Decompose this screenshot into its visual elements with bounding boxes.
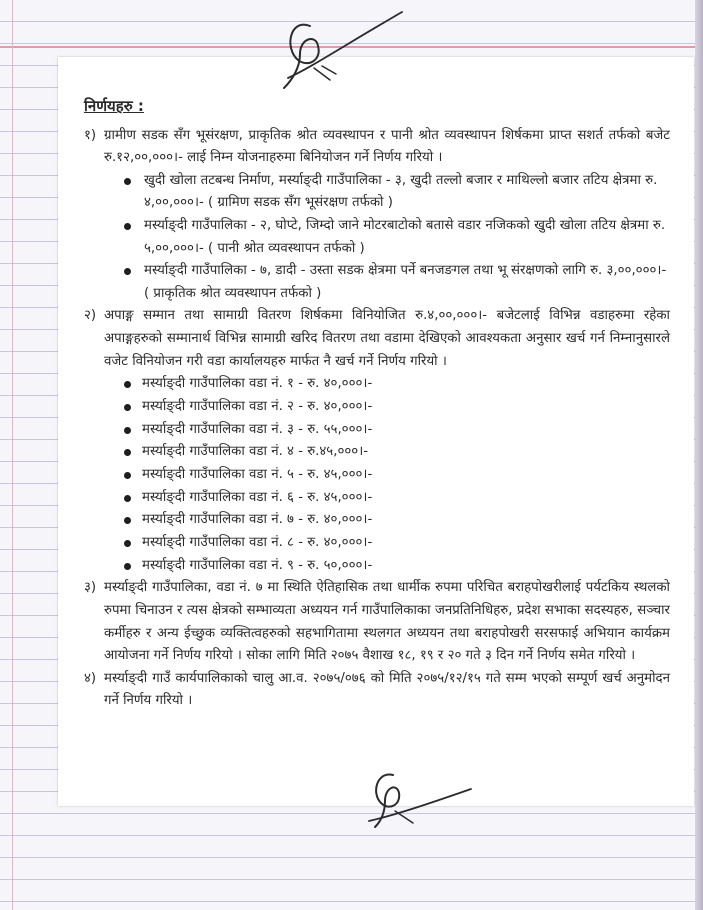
list-item: मर्स्याङ्दी गाउँपालिका वडा नं. ६ - रु. ४५,०००।-	[70, 487, 670, 510]
decisions-heading: निर्णयहरु :	[84, 97, 144, 115]
list-item: मर्स्याङ्दी गाउँपालिका - २, घोप्टे, जिम्दो जाने मोटरबाटोको बतासे वडार नजिकको खुदी खोला तटिय क्षेत्रमा रु. ५,००,०००।- ( पानी श्रोत व्यवस्थापन तर्फको )	[70, 215, 670, 260]
signature-bottom	[355, 765, 485, 835]
decision-item-4	[70, 668, 670, 713]
list-item: मर्स्याङ्दी गाउँपालिका वडा नं. ५ - रु. ४५,०००।-	[70, 464, 670, 487]
bullet-icon	[124, 381, 131, 388]
bullet-icon	[124, 268, 131, 275]
decision-text: ग्रामीण सडक सँग भूसंरक्षण, प्राकृतिक श्रोत व्यवस्थापन र पानी श्रोत व्यवस्थापन शिर्षकमा प्राप्त सशर्त तर्फको बजेट रु.१२,००,०००।- लाई निम्न योजनाहरुमा बिनियोजन गर्ने निर्णय गरियो ।	[104, 127, 670, 166]
bullet-icon	[124, 223, 131, 230]
list-item: मर्स्याङ्दी गाउँपालिका वडा नं. ८ - रु. ४०,०००।-	[70, 532, 670, 555]
bullet-icon	[124, 427, 131, 434]
decision-2-bullet-list	[70, 373, 670, 577]
bullet-icon	[124, 540, 131, 547]
bullet-icon	[124, 472, 131, 479]
decision-item-3	[70, 577, 670, 667]
decision-number: २)	[84, 308, 97, 324]
signature-top	[270, 8, 420, 98]
bullet-icon	[124, 495, 131, 502]
decision-item-2	[70, 305, 670, 373]
notebook-left-margin-line	[12, 0, 13, 910]
bullet-icon	[124, 404, 131, 411]
list-item: खुदी खोला तटबन्ध निर्माण, मर्स्याङ्दी गाउँपालिका - ३, खुदी तल्लो बजार र माथिल्लो बजार तटिय क्षेत्रमा रु. ४,००,०००।- ( ग्रामिण सडक सँग भूसंरक्षण तर्फको )	[70, 170, 670, 215]
bullet-icon	[124, 449, 131, 456]
decision-item-1	[70, 125, 670, 170]
list-item: मर्स्याङ्दी गाउँपालिका वडा नं. ४ - रु.४५,०००।-	[70, 441, 670, 464]
list-item: मर्स्याङ्दी गाउँपालिका वडा नं. २ - रु. ४०,०००।-	[70, 396, 670, 419]
bullet-icon	[124, 517, 131, 524]
decision-number: १)	[84, 127, 97, 143]
decision-text: अपाङ्ग सम्मान तथा सामाग्री वितरण शिर्षकमा विनियोजित रु.४,००,०००।- बजेटलाई विभिन्न वडाहरुमा रहेका अपाङ्गहरुको सम्मानार्थ विभिन्न सामाग्री खरिद वितरण तथा वडामा देखिएको आवश्यकता अनुसार खर्च गर्न निम्नानुसारले वजेट विनियोजन गरी वडा कार्यालयहरु मार्फत नै खर्च गर्ने निर्णय गरियो ।	[104, 308, 670, 369]
list-item: मर्स्याङ्दी गाउँपालिका वडा नं. ७ - रु. ४०,०००।-	[70, 509, 670, 532]
bullet-icon	[124, 563, 131, 570]
decisions-content	[70, 95, 670, 713]
decision-text: मर्स्याङ्दी गाउँपालिका, वडा नं. ७ मा स्थिति ऐतिहासिक तथा धार्मीक रुपमा परिचित बराहपोखरीलाई पर्यटकिय स्थलको रुपमा चिनाउन र त्यस क्षेत्रको सम्भाव्यता अध्ययन गर्न गाउँपालिकाका जनप्रतिनिधिहरु, प्रदेश सभाका सदस्यहरु, सञ्चार कर्मीहरु र अन्य ईच्छुक व्यक्तित्वहरुको सहभागितामा स्थलगत अध्ययन तथा बराहपोखरी सरसफाई अभियान कार्यक्रम आयोजना गर्ने निर्णय गरियो । सोका लागि मिति २०७५ वैशाख १८, १९ र २० गते ३ दिन गर्ने निर्णय समेत गरियो ।	[104, 580, 670, 664]
list-item: मर्स्याङ्दी गाउँपालिका वडा नं. १ - रु. ४०,०००।-	[70, 373, 670, 396]
decision-number: ४)	[84, 670, 97, 686]
list-item: मर्स्याङ्दी गाउँपालिका - ७, डादी - उस्ता सडक क्षेत्रमा पर्ने बनजङगल तथा भू संरक्षणको लागि रु. ३,००,०००।- ( प्राकृतिक श्रोत व्यवस्थापन तर्फको )	[70, 260, 670, 305]
bullet-icon	[124, 178, 131, 185]
list-item: मर्स्याङ्दी गाउँपालिका वडा नं. ९ - रु. ५०,०००।-	[70, 555, 670, 578]
notebook-page-edge	[695, 0, 703, 910]
decision-1-bullet-list	[70, 170, 670, 306]
decision-number: ३)	[84, 580, 97, 596]
list-item: मर्स्याङ्दी गाउँपालिका वडा नं. ३ - रु. ५५,०००।-	[70, 419, 670, 442]
decision-text: मर्स्याङ्दी गाउँ कार्यपालिकाको चालु आ.व. २०७५/०७६ को मिति २०७५/१२/१५ गते सम्म भएको सम्पूर्ण खर्च अनुमोदन गर्ने निर्णय गरियो ।	[104, 670, 670, 709]
